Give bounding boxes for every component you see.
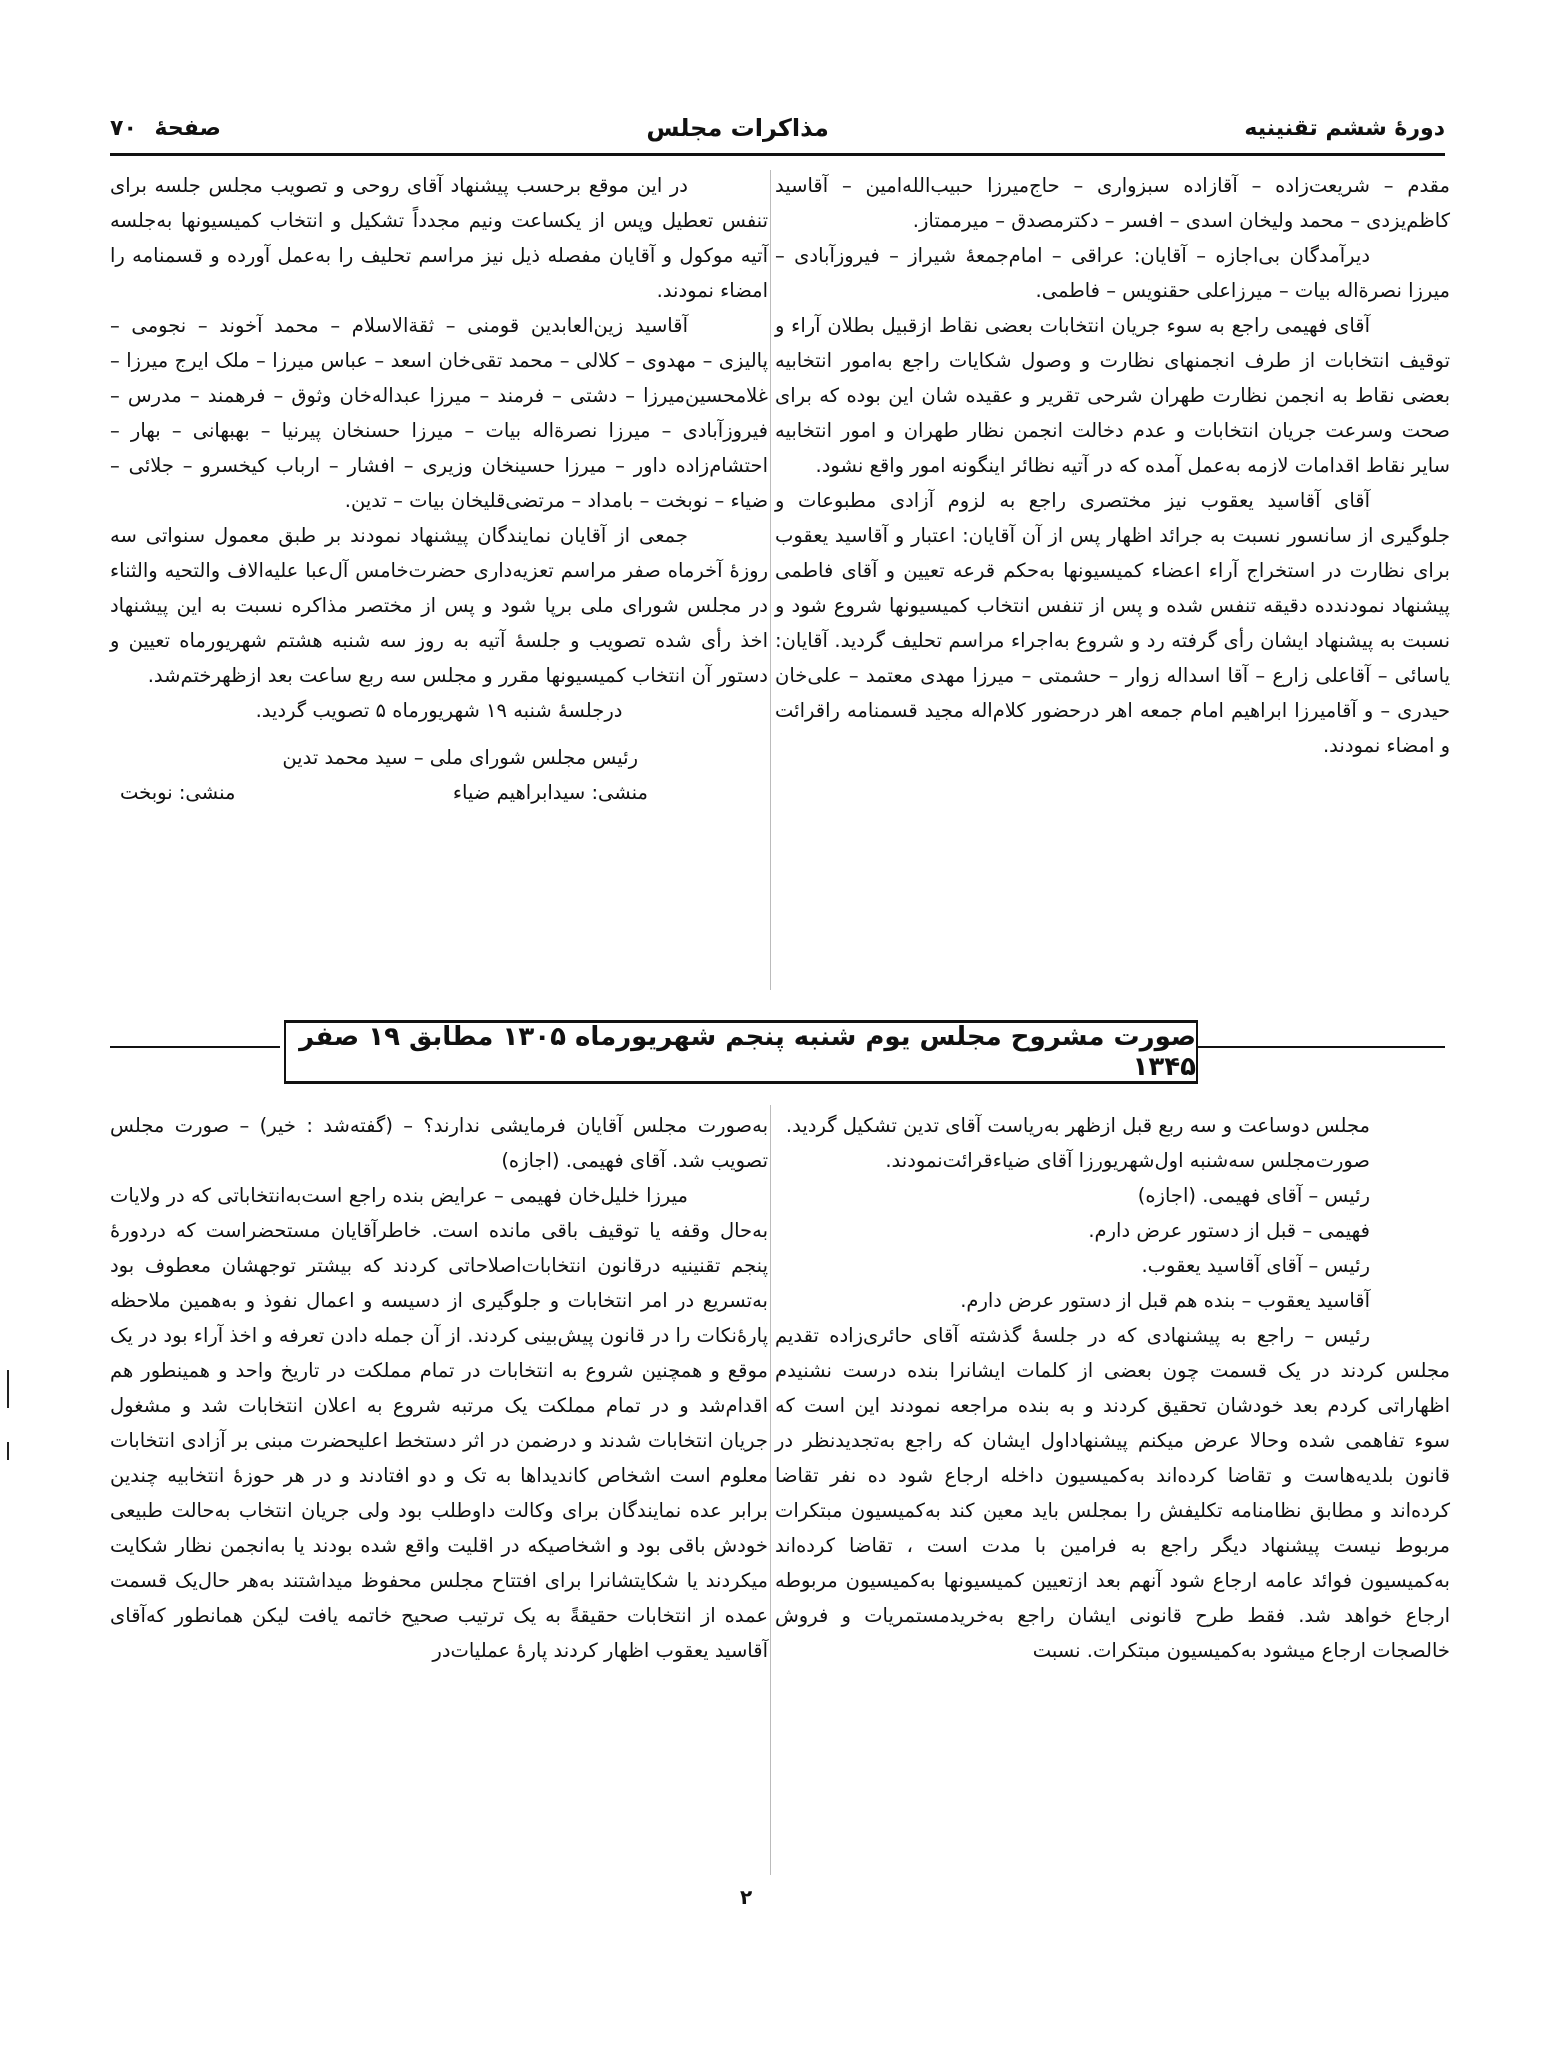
attendance-absent-list: مقدم – شریعت‌زاده – آقازاده سبزواری – حاج‌میرزا حبیب‌الله‌امین – آقاسید کاظم‌یزدی – محمد ولیخان اسدی – افسر – دکترمصدق – میرممتاز. bbox=[775, 174, 1450, 232]
minutes-reading: صورت‌مجلس سه‌شنبه اول‌شهریورزا آقای ضیاءقرائت‌نمودند. bbox=[885, 1149, 1370, 1172]
banner-rule-right bbox=[1198, 1046, 1445, 1048]
publication-title: مذاکرات مجلس bbox=[646, 114, 829, 142]
president-signature: رئیس مجلس شورای ملی – سید محمد تدین bbox=[282, 746, 638, 769]
late-arrivals: دیرآمدگان بی‌اجازه – آقایان: عراقی – امام‌جمعۀ شیراز – فیروزآبادی – میرزا نصرةاله بیات – میرزاعلی حقنویس – فاطمی. bbox=[775, 244, 1450, 302]
approval-note: درجلسۀ شنبه ۱۹ شهریورماه ۵ تصویب گردید. bbox=[255, 699, 623, 722]
bottom-right-column bbox=[775, 1108, 1450, 1668]
page-label-text: صفحۀ bbox=[154, 115, 221, 141]
speaker-line-4: آقاسید یعقوب – بنده هم قبل از دستور عرض دارم. bbox=[960, 1289, 1370, 1312]
margin-mark bbox=[7, 1370, 9, 1408]
session-banner-text: صورت مشروح مجلس یوم شنبه پنجم شهریورماه ۱۳۰۵ مطابق ۱۹ صفر ۱۳۴۵ bbox=[299, 1022, 1196, 1082]
column-divider-top bbox=[770, 170, 771, 990]
session-opening: مجلس دوساعت و سه ربع قبل ازظهر به‌ریاست آقای تدین تشکیل گردید. bbox=[785, 1114, 1370, 1137]
margin-mark bbox=[7, 1442, 9, 1460]
speaker-line-1: رئیس – آقای فهیمی. (اجازه) bbox=[1137, 1184, 1370, 1207]
recess-paragraph: در این موقع برحسب پیشنهاد آقای روحی و تصویب مجلس جلسه برای تنفس تعطیل وپس از یکساعت ونیم مجدداً تشکیل و انتخاب کمیسیونها به‌جلسه آتیه موکول و آقایان مفصله ذیل نیز مراسم تحلیف را به‌عمل آورده و قسمنامه را امضاء نمودند. bbox=[110, 174, 768, 302]
oath-members-list: آقاسید زین‌العابدین قومنی – ثقةالاسلام – محمد آخوند – نجومی – پالیزی – مهدوی – کلالی – محمد تقی‌خان اسعد – عباس میرزا – ملک ایرج میرزا – غلامحسین‌میرزا – دشتی – فرمند – میرزا عبداله‌خان وثوق – فرهمند – مدرس – فیروزآبادی – میرزا نصرةاله بیات – میرزا حسنخان پیرنیا – بهبهانی – بهار – احتشام‌زاده داور – میرزا حسینخان وزیری – افشار – ارباب کیخسرو – جلائی – ضیاء – نوبخت – بامداد – مرتضی‌قلیخان بیات – تدین. bbox=[110, 314, 768, 512]
sheet-number: ۲ bbox=[740, 1885, 753, 1909]
speaker-line-2: فهیمی – قبل از دستور عرض دارم. bbox=[1088, 1219, 1370, 1242]
fahimi-remarks: آقای فهیمی راجع به سوء جریان انتخابات بعضی نقاط ازقبیل بطلان آراء و توقیف انتخابات از طرف انجمنهای نظارت و وصول شکایات راجع به‌امور انتخابیه بعضی نقاط به انجمن نظارت طهران شرحی تقریر و عقیده شان این بوده که برای صحت وسرعت جریان انتخابات و عدم دخالت انجمن نظار طهران و امور انتخابیه سایر نقاط اقدامات لازمه به‌عمل آمده که در آتیه نظائر اینگونه امور واقع نشود. bbox=[775, 314, 1450, 477]
header-rule bbox=[110, 153, 1445, 156]
secretaries-signatures bbox=[110, 775, 768, 810]
session-banner bbox=[284, 1020, 1198, 1084]
fahimi-speech: میرزا خلیل‌خان فهیمی – عرایض بنده راجع است‌به‌انتخاباتی که در ولایات به‌حال وقفه یا توقیف باقی مانده است. خاطرآقایان مستحضراست که دردورۀ پنجم تقنینیه درقانون انتخابات‌اصلاحاتی کردند که بیشتر توجهشان معطوف بود به‌تسریع در امر انتخابات و جلوگیری از دسیسه و اعمال نفوذ و به‌همین ملاحظه پارۀنکات را در قانون پیش‌بینی کردند. از آن جمله دادن تعرفه و اخذ آراء بود در یک موقع و همچنین شروع به انتخابات در تمام مملکت در تاریخ واحد و همینطور هم اقدام‌شد و در تمام مملکت یک مرتبه شروع به اعلان انتخابات شد و مشغول جریان انتخابات شدند و درضمن در اثر دستخط اعلیحضرت مبنی بر آزادی انتخابات معلوم است اشخاص کاندیداها به تک و دو افتادند و در هر حوزۀ انتخابیه چندین برابر عده نمایندگان برای وکالت داوطلب بود ولی جریان انتخاب به‌حالت طبیعی خودش باقی بود و اشخاصیکه در اقلیت واقع شده بودند یا به‌انجمن نظار شکایت میکردند یا شکایتشانرا برای افتتاح مجلس محفوظ میداشتند به‌هر حال‌یک قسمت عمده از انتخابات حقیقةً به یک ترتیب صحیح خاتمه یافت لیکن همانطور که‌آقای آقاسید یعقوب اظهار کردند پارۀ عملیات‌در bbox=[110, 1184, 768, 1662]
secretary-1: منشی: سیدابراهیم ضیاء bbox=[452, 781, 648, 804]
mourning-ceremony-paragraph: جمعی از آقایان نمایندگان پیشنهاد نمودند بر طبق معمول سنواتی سه روزۀ آخرماه صفر مراسم تعزیه‌داری حضرت‌خامس آل‌عبا علیه‌الاف والتحیه والثناء در مجلس شورای ملی برپا شود و پس از مختصر مذاکره نسبت به این پیشنهاد اخذ رأی شده تصویب و جلسۀ آتیه به روز سه شنبه هشتم شهریورماه تعیین و دستور آن انتخاب کمیسیونها مقرر و مجلس سه ربع ساعت بعد ازظهرختم‌شد. bbox=[110, 524, 768, 687]
top-right-column bbox=[775, 168, 1450, 763]
page-label bbox=[110, 116, 231, 141]
bottom-left-column bbox=[110, 1108, 768, 1668]
series-title: دورۀ ششم تقنینیه bbox=[1244, 115, 1445, 141]
speaker-line-3: رئیس – آقای آقاسید یعقوب. bbox=[1141, 1254, 1370, 1277]
page-number: ۷۰ bbox=[110, 115, 137, 141]
yaqub-remarks: آقای آقاسید یعقوب نیز مختصری راجع به لزوم آزادی مطبوعات و جلوگیری از سانسور نسبت به جرائد اظهار پس از آن آقایان: اعتبار و آقاسید یعقوب برای نظارت در استخراج آراء اعضاء کمیسیونها به‌حکم قرعه تعیین و آقای فاطمی پیشنهاد نمودندده دقیقه تنفس شده و پس از تنفس انتخاب کمیسیونها شروع شود و نسبت به پیشنهاد ایشان رأی گرفته رد و شروع به‌اجراء مراسم تحلیف گردید. آقایان: یاسائی – آقاعلی زارع – آقا اسداله زوار – حشمتی – میرزا مهدی معتمد – علی‌خان حیدری – و آقامیرزا ابراهیم امام جمعه اهر درحضور کلام‌اله مجید قسمنامه راقرائت و امضاء نمودند. bbox=[775, 489, 1450, 757]
secretary-2: منشی: نوبخت bbox=[120, 781, 236, 804]
top-left-column bbox=[110, 168, 768, 810]
president-statement: رئیس – راجع به پیشنهادی که در جلسۀ گذشته آقای حائری‌زاده تقدیم مجلس کردند در یک قسمت چون بعضی از کلمات ایشانرا بنده درست نشنیدم اظهاراتی کردم بعد خودشان تحقیق کردند و به بنده مراجعه نمودند این است که سوء تفاهمی شده وحالا عرض میکنم پیشنهاداول ایشان که راجع به‌تجدیدنظر در قانون بلدیه‌هاست و تقاضا کرده‌اند به‌کمیسیون داخله ارجاع شود ده نفر تقاضا کرده‌اند و مطابق نظامنامه تکلیفش را بمجلس باید معین کند به‌کمیسیون مبتکرات مربوط نیست پیشنهاد دیگر راجع به فرامین با مدت است ، تقاضا کرده‌اند به‌کمیسیون فوائد عامه ارجاع شود آنهم بعد ازتعیین کمیسیونها به‌کمیسیون مربوطه ارجاع خواهد شد. فقط طرح قانونی ایشان راجع به‌خریدمستمریات و فروش خالصجات ارجاع میشود به‌کمیسیون مبتکرات. نسبت bbox=[775, 1324, 1450, 1662]
column-divider-bottom bbox=[770, 1105, 771, 1875]
banner-rule-left bbox=[110, 1046, 280, 1048]
page-header bbox=[110, 108, 1445, 148]
minutes-approval: به‌صورت مجلس آقایان فرمایشی ندارند؟ – (گفته‌شد : خیر) – صورت مجلس تصویب شد. آقای فهیمی. (اجازه) bbox=[110, 1114, 768, 1172]
